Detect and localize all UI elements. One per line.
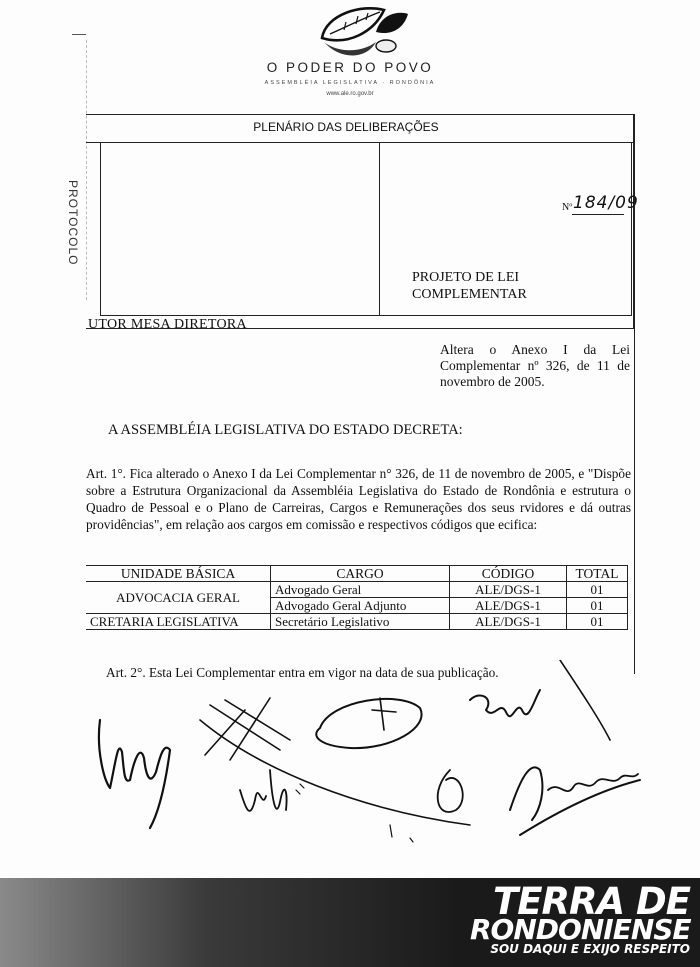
- project-type-line2: COMPLEMENTAR: [412, 287, 527, 302]
- total-cell: 01: [567, 582, 628, 598]
- signatures: [0, 660, 700, 880]
- number-underline: [572, 214, 624, 215]
- org-name: O PODER DO POVO: [266, 60, 434, 75]
- org-url: www.ale.ro.gov.br: [326, 91, 374, 97]
- number-label: Nº: [562, 202, 573, 213]
- cargo-cell: Advogado Geral: [271, 582, 450, 598]
- positions-table: [86, 565, 628, 630]
- codigo-cell: ALE/DGS-1: [450, 582, 567, 598]
- right-margin-line: [634, 114, 635, 674]
- table-row: [86, 614, 628, 630]
- ementa: Altera o Anexo I da Lei Complementar nº 326, de 11 de novembro de 2005.: [440, 342, 630, 389]
- article-2: Art. 2°. Esta Lei Complementar entra em vigor na data de sua publicação.: [106, 665, 499, 680]
- number-value: 184/09: [573, 193, 639, 213]
- protocol-box: [100, 142, 380, 316]
- header-unidade: UNIDADE BÁSICA: [86, 566, 271, 582]
- article-1: Art. 1°. Fica alterado o Anexo I da Lei Complementar n° 326, de 11 de novembro de 2005, e "Dispõe sobre a Estrutura Organizacional da Assembléia Legislativa do Estado de Rondônia e estrutura o Quadro de Pessoal e o Plano de Carreiras, Cargos e Remunerações dos seus rvidores e dá outras providências", em relação aos cargos em comissão e respectivos códigos que ecifica:: [86, 466, 631, 532]
- protocolo-label: PROTOCOLO: [66, 180, 80, 266]
- project-type: [412, 269, 527, 303]
- table-row: [86, 582, 628, 598]
- header-codigo: CÓDIGO: [450, 566, 567, 582]
- total-cell: 01: [567, 598, 628, 614]
- assembly-logo: [300, 2, 420, 64]
- margin-mark: [72, 34, 86, 35]
- footer-banner-fade: [0, 878, 460, 967]
- header-total: TOTAL: [567, 566, 628, 582]
- cargo-cell: Secretário Legislativo: [271, 614, 450, 630]
- codigo-cell: ALE/DGS-1: [450, 614, 567, 630]
- project-type-line1: PROJETO DE LEI: [412, 270, 520, 285]
- org-subtitle: ASSEMBLÉIA LEGISLATIVA · RONDÔNIA: [264, 80, 436, 86]
- banner-slogan: SOU DAQUI E EXIJO RESPEITO: [490, 942, 690, 956]
- banner-line2: RONDONIENSE: [470, 913, 691, 946]
- cargo-cell: Advogado Geral Adjunto: [271, 598, 450, 614]
- author-line: UTOR MESA DIRETORA: [88, 317, 247, 332]
- unit-secretaria: CRETARIA LEGISLATIVA: [86, 614, 271, 630]
- total-cell: 01: [567, 614, 628, 630]
- decreta-heading: A ASSEMBLÉIA LEGISLATIVA DO ESTADO DECRETA:: [108, 422, 463, 438]
- header-cargo: CARGO: [271, 566, 450, 582]
- table-header-row: [86, 566, 628, 582]
- plenario-label: PLENÁRIO DAS DELIBERAÇÕES: [253, 120, 439, 134]
- banner-line1: TERRA DE: [493, 880, 690, 923]
- codigo-cell: ALE/DGS-1: [450, 598, 567, 614]
- unit-advocacia: ADVOCACIA GERAL: [86, 582, 271, 614]
